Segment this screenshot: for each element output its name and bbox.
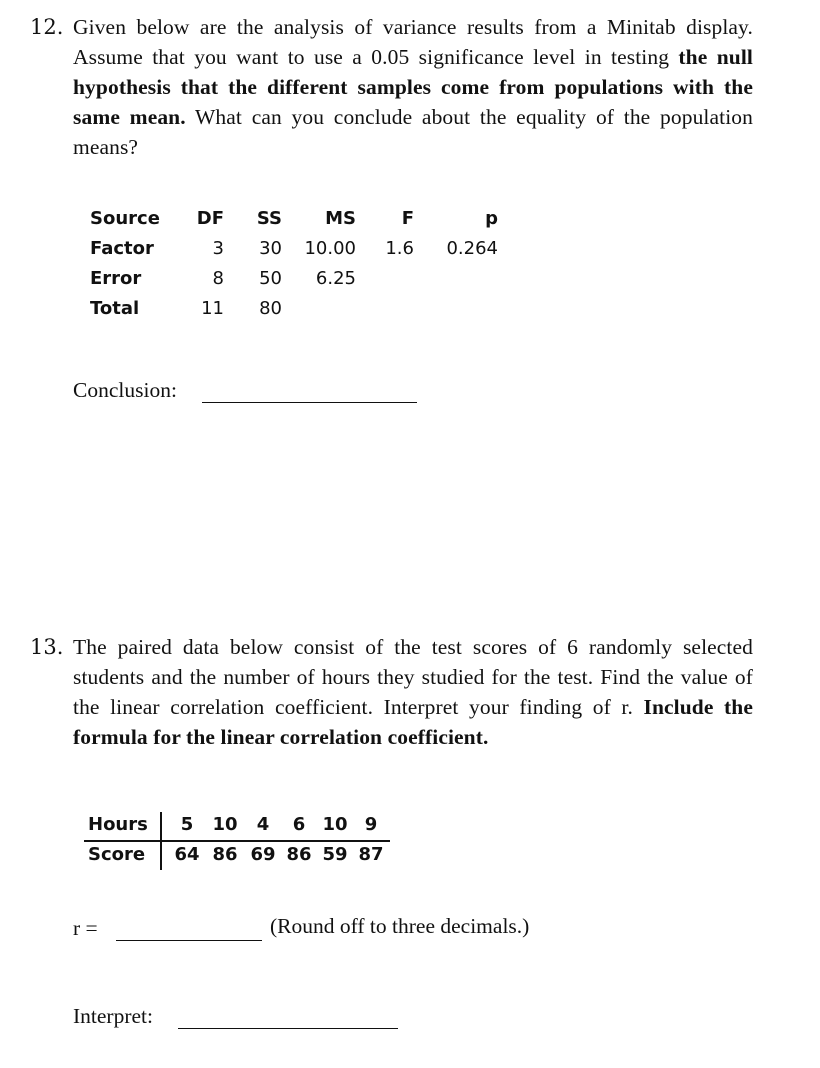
anova-header-df: DF	[196, 208, 224, 229]
score-value: 86	[286, 844, 312, 865]
anova-ms-cell: 10.00	[304, 238, 356, 259]
anova-p-cell: 0.264	[446, 238, 498, 259]
hours-value: 9	[364, 814, 378, 835]
anova-source-cell: Total	[90, 298, 140, 319]
table-horizontal-rule	[84, 840, 390, 842]
anova-source-cell: Factor	[90, 238, 154, 259]
anova-ss-cell: 30	[259, 238, 282, 259]
hours-value: 4	[256, 814, 270, 835]
question-12-text-bold: the null hypothesis that the different samples come from populations with the same mean.	[73, 45, 754, 129]
score-value: 59	[322, 844, 348, 865]
anova-f-cell: 1.6	[385, 238, 414, 259]
anova-ss-cell: 80	[259, 298, 282, 319]
r-label: r =	[73, 916, 98, 940]
score-label: Score	[88, 844, 146, 865]
interpret-answer-blank[interactable]	[178, 1028, 398, 1029]
anova-header-p: p	[485, 208, 498, 229]
question-12-text-end: What can you conclude about the equality of the population means?	[73, 105, 753, 159]
question-13-text-intro: The paired data below consist of the test scores of 6 randomly selected students and the number of hours they studied for the test. Find the value of the linear correlation coefficient. Interpret your finding of r.	[73, 635, 753, 719]
r-answer-blank[interactable]	[116, 940, 262, 941]
anova-header-f: F	[401, 208, 414, 229]
question-12-number: 12.	[30, 15, 64, 39]
anova-df-cell: 3	[212, 238, 224, 259]
hours-value: 10	[212, 814, 238, 835]
question-13-number: 13.	[30, 635, 64, 659]
score-value: 64	[174, 844, 200, 865]
anova-header-source: Source	[90, 208, 160, 229]
anova-df-cell: 8	[212, 268, 224, 289]
anova-source-cell: Error	[90, 268, 142, 289]
interpret-label: Interpret:	[73, 1004, 153, 1028]
anova-ms-cell: 6.25	[315, 268, 356, 289]
hours-value: 6	[292, 814, 306, 835]
anova-ss-cell: 50	[259, 268, 282, 289]
hours-label: Hours	[88, 814, 148, 835]
score-value: 69	[250, 844, 276, 865]
question-13-text-bold: Include the formula for the linear correlation coefficient.	[73, 695, 753, 749]
hours-value: 5	[180, 814, 194, 835]
score-value: 86	[212, 844, 238, 865]
hours-value: 10	[322, 814, 348, 835]
question-12-text	[73, 12, 753, 162]
round-note: (Round off to three decimals.)	[270, 914, 530, 938]
conclusion-answer-blank[interactable]	[202, 402, 417, 403]
conclusion-label: Conclusion:	[73, 378, 177, 402]
score-value: 87	[358, 844, 384, 865]
question-13-text	[73, 632, 753, 752]
anova-header-ss: SS	[256, 208, 282, 229]
anova-df-cell: 11	[201, 298, 224, 319]
anova-header-ms: MS	[325, 208, 356, 229]
question-12-text-intro: Given below are the analysis of variance results from a Minitab display. Assume that you want to use a 0.05 significance level in testing	[73, 15, 753, 69]
